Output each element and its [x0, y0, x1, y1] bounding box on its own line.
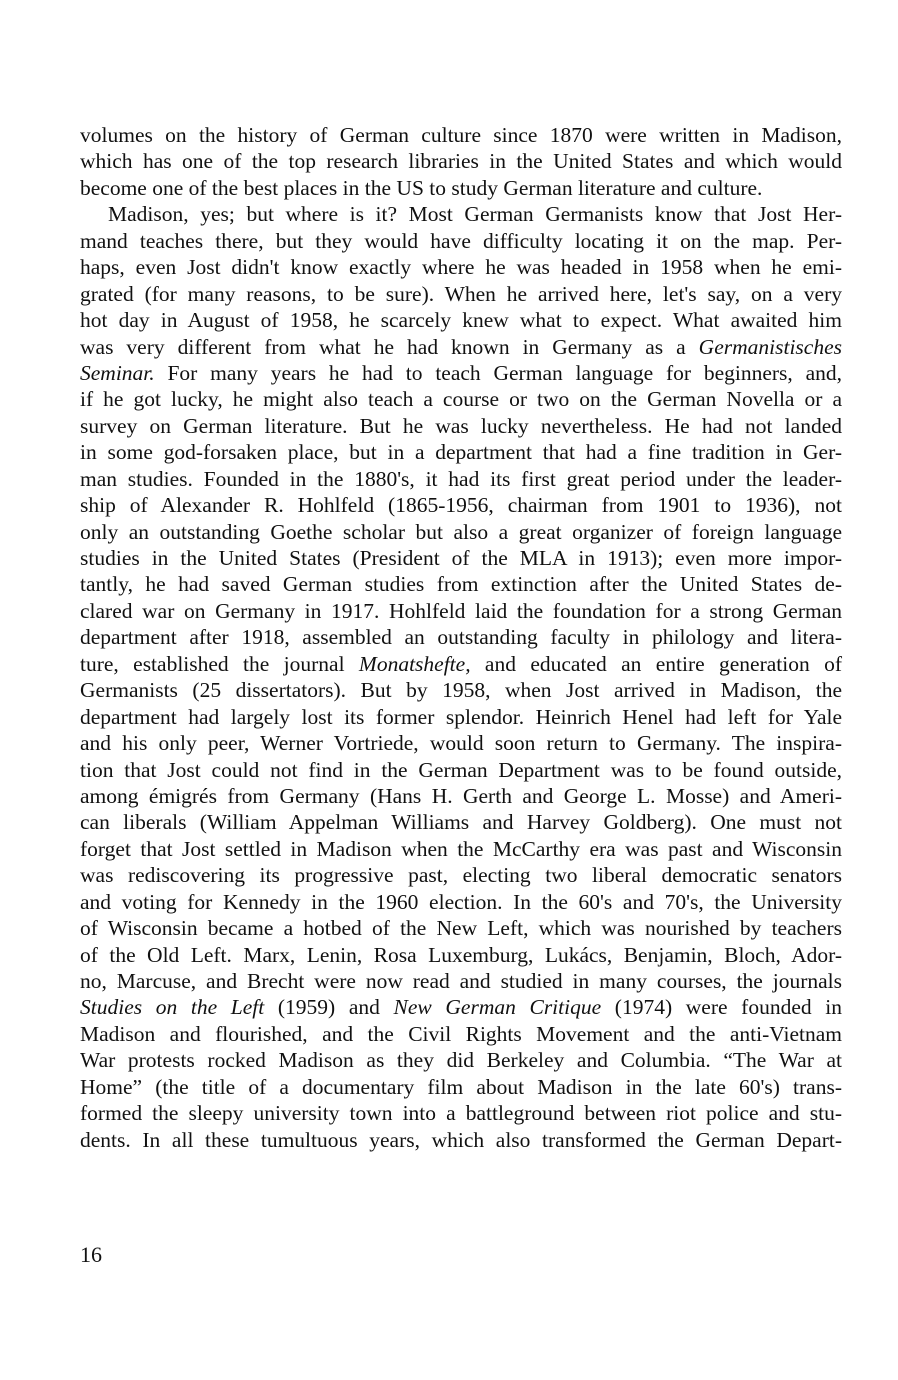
text-segment: (1959) and [264, 995, 394, 1020]
text-line [80, 862, 842, 888]
text-line [80, 307, 842, 333]
text-line [80, 439, 842, 465]
text-segment: grated (for many reasons, to be sure). When he arrived here, let's say, on a very [80, 281, 842, 306]
italic-title: Seminar. [80, 360, 155, 385]
text-line [80, 466, 842, 492]
text-segment: Madison and flourished, and the Civil Rights Movement and the anti-Vietnam [80, 1021, 842, 1046]
text-line [80, 730, 842, 756]
text-segment: of Wisconsin became a hotbed of the New Left, which was nourished by teachers [80, 916, 842, 941]
text-line [80, 334, 842, 360]
text-segment: department after 1918, assembled an outstanding faculty in philology and litera- [80, 625, 842, 650]
text-line [80, 598, 842, 624]
text-segment: haps, even Jost didn't know exactly where he was headed in 1958 when he emi- [80, 255, 842, 280]
text-segment: and voting for Kennedy in the 1960 election. In the 60's and 70's, the University [80, 889, 842, 914]
text-line [80, 836, 842, 862]
text-segment: (1974) were founded in [601, 995, 842, 1020]
text-line [80, 1021, 842, 1047]
text-line [80, 122, 842, 148]
text-segment: department had largely lost its former splendor. Heinrich Henel had left for Yale [80, 704, 842, 729]
text-segment: War protests rocked Madison as they did Berkeley and Columbia. “The War at [80, 1048, 842, 1073]
text-line [80, 254, 842, 280]
text-line [80, 889, 842, 915]
text-line [80, 915, 842, 941]
text-segment: ture, established the journal [80, 651, 359, 676]
text-segment: among émigrés from Germany (Hans H. Gerth and George L. Mosse) and Ameri- [80, 783, 842, 808]
italic-title: Studies on the Left [80, 995, 265, 1020]
text-line [80, 201, 842, 227]
text-segment: survey on German literature. But he was lucky nevertheless. He had not landed [80, 413, 842, 438]
text-segment: tion that Jost could not find in the German Department was to be found outside, [80, 757, 842, 782]
text-segment: if he got lucky, he might also teach a course or two on the German Novella or a [80, 387, 842, 412]
text-segment: formed the sleepy university town into a battleground between riot police and stu- [80, 1101, 842, 1126]
text-segment: clared war on Germany in 1917. Hohlfeld laid the foundation for a strong German [80, 598, 842, 623]
text-segment: tantly, he had saved German studies from extinction after the United States de- [80, 572, 842, 597]
italic-title: New German Critique [393, 995, 602, 1020]
text-line [80, 281, 842, 307]
text-line [80, 228, 842, 254]
text-line [80, 571, 842, 597]
text-line [80, 968, 842, 994]
text-line [80, 1127, 842, 1153]
text-line [80, 994, 842, 1020]
text-segment: in some god-forsaken place, but in a department that had a fine tradition in Ger- [80, 440, 842, 465]
text-segment: Home” (the title of a documentary film about Madison in the late 60's) trans- [80, 1074, 842, 1099]
text-line [80, 1100, 842, 1126]
text-segment: was rediscovering its progressive past, electing two liberal democratic senators [80, 863, 842, 888]
text-segment: of the Old Left. Marx, Lenin, Rosa Luxemburg, Lukács, Benjamin, Bloch, Ador- [80, 942, 842, 967]
page-number: 16 [80, 1242, 102, 1267]
text-segment: volumes on the history of German culture since 1870 were written in Madison, [80, 123, 842, 147]
text-segment: forget that Jost settled in Madison when the McCarthy era was past and Wisconsin [80, 836, 842, 861]
text-segment: studies in the United States (President of the MLA in 1913); even more impor- [80, 546, 842, 570]
text-line [80, 809, 842, 835]
text-segment: become one of the best places in the US to study German literature and culture. [80, 175, 763, 200]
text-segment: no, Marcuse, and Brecht were now read and studied in many courses, the journals [80, 969, 842, 993]
text-segment: ship of Alexander R. Hohlfeld (1865-1956, chairman from 1901 to 1936), not [80, 493, 842, 518]
text-line [80, 360, 842, 386]
text-line [80, 492, 842, 518]
text-segment: dents. In all these tumultuous years, which also transformed the German Depart- [80, 1127, 842, 1152]
text-line [80, 704, 842, 730]
text-line [80, 386, 842, 412]
italic-title: Monatshefte, [358, 651, 471, 676]
text-line [80, 413, 842, 439]
text-line [80, 519, 842, 545]
text-segment: and his only peer, Werner Vortriede, would soon return to Germany. The inspira- [80, 731, 842, 756]
text-segment: mand teaches there, but they would have difficulty locating it on the map. Per- [80, 228, 842, 253]
text-line [80, 651, 842, 677]
italic-title: Germanistisches [698, 334, 842, 359]
text-segment: Madison, yes; but where is it? Most German Germanists know that Jost Her- [108, 202, 842, 227]
text-line [80, 1074, 842, 1100]
text-segment: For many years he had to teach German language for beginners, and, [154, 360, 842, 385]
text-segment: which has one of the top research libraries in the United States and which would [80, 149, 842, 174]
text-line [80, 783, 842, 809]
text-segment: only an outstanding Goethe scholar but also a great organizer of foreign language [80, 519, 842, 544]
text-segment: hot day in August of 1958, he scarcely knew what to expect. What awaited him [80, 308, 842, 333]
text-line [80, 1047, 842, 1073]
body-text [80, 122, 842, 1153]
text-segment: and educated an entire generation of [470, 651, 842, 676]
text-line [80, 624, 842, 650]
text-line [80, 175, 842, 201]
text-line [80, 942, 842, 968]
text-line [80, 757, 842, 783]
text-segment: Germanists (25 dissertators). But by 1958, when Jost arrived in Madison, the [80, 678, 842, 703]
text-line [80, 677, 842, 703]
text-segment: can liberals (William Appelman Williams and Harvey Goldberg). One must not [80, 810, 842, 835]
text-segment: was very different from what he had known in Germany as a [80, 334, 699, 359]
text-line [80, 545, 842, 571]
text-segment: man studies. Founded in the 1880's, it had its first great period under the leader- [80, 466, 842, 491]
text-line [80, 148, 842, 174]
